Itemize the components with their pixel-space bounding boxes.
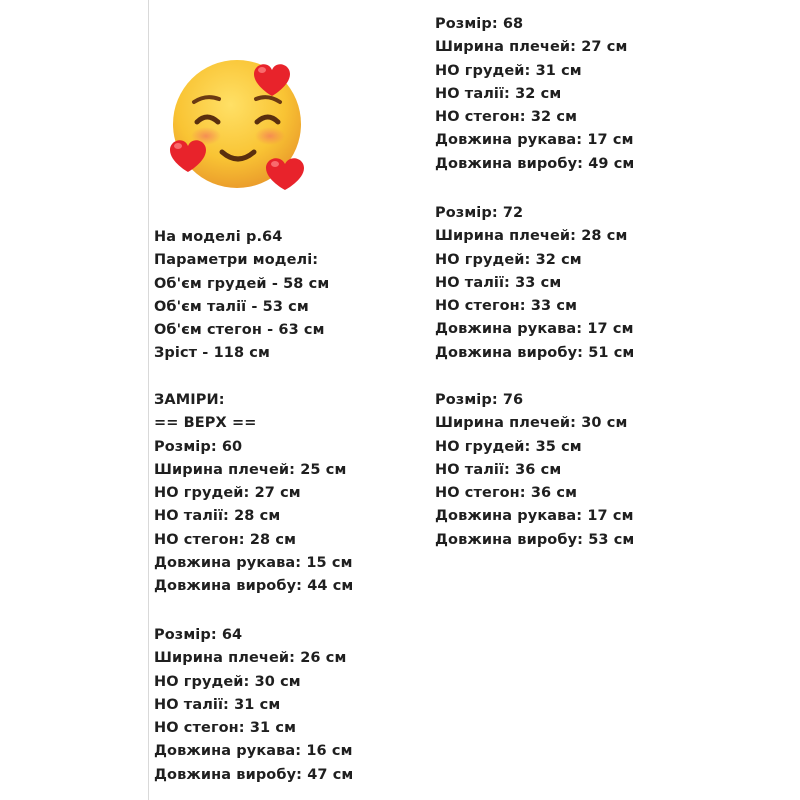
measurements-size-68: [435, 13, 634, 176]
waist: НО талії: 36 см: [435, 461, 562, 478]
shoulder-width: Ширина плечей: 27 см: [435, 39, 628, 56]
waist: НО талії: 32 см: [435, 85, 562, 102]
model-info-line: Зріст - 118 см: [154, 345, 270, 362]
waist: НО талії: 31 см: [154, 696, 281, 713]
chest: НО грудей: 27 см: [154, 485, 301, 502]
shoulder-width: Ширина плечей: 25 см: [154, 461, 347, 478]
size-label: Розмір: 68: [435, 16, 524, 32]
measurements-size-76: [435, 389, 634, 552]
waist: НО талії: 33 см: [435, 274, 562, 291]
garment-length: Довжина виробу: 51 см: [435, 344, 635, 361]
measurements-size-60: [154, 389, 353, 599]
shoulder-width: Ширина плечей: 26 см: [154, 650, 347, 667]
section-label: == ВЕРХ ==: [154, 415, 257, 432]
model-info-line: Об'єм грудей - 58 см: [154, 275, 330, 292]
hips: НО стегон: 28 см: [154, 531, 297, 548]
measurements-size-72: [435, 202, 634, 365]
model-info-line: Об'єм талії - 53 см: [154, 298, 309, 315]
chest: НО грудей: 30 см: [154, 673, 301, 690]
shoulder-width: Ширина плечей: 28 см: [435, 228, 628, 245]
hips: НО стегон: 33 см: [435, 298, 578, 315]
garment-length: Довжина виробу: 47 см: [154, 766, 354, 783]
size-label: Розмір: 72: [435, 205, 524, 221]
left-edge-divider: [148, 0, 149, 800]
shoulder-width: Ширина плечей: 30 см: [435, 415, 628, 432]
garment-length: Довжина виробу: 49 см: [435, 155, 635, 172]
hips: НО стегон: 32 см: [435, 109, 578, 126]
chest: НО грудей: 32 см: [435, 251, 582, 268]
sleeve-length: Довжина рукава: 15 см: [154, 555, 353, 572]
size-label: Розмір: 76: [435, 392, 524, 408]
garment-length: Довжина виробу: 44 см: [154, 578, 354, 595]
sleeve-length: Довжина рукава: 16 см: [154, 743, 353, 760]
measurements-heading: ЗАМІРИ:: [154, 392, 225, 408]
size-label: Розмір: 64: [154, 627, 243, 643]
chest: НО грудей: 31 см: [435, 62, 582, 79]
model-info: [154, 226, 329, 366]
model-info-line: Об'єм стегон - 63 см: [154, 322, 325, 339]
hips: НО стегон: 36 см: [435, 485, 578, 502]
sleeve-length: Довжина рукава: 17 см: [435, 321, 634, 338]
smiling-face-with-hearts-icon: [164, 52, 314, 192]
hips: НО стегон: 31 см: [154, 720, 297, 737]
sleeve-length: Довжина рукава: 17 см: [435, 132, 634, 149]
model-info-line: Параметри моделі:: [154, 252, 319, 269]
garment-length: Довжина виробу: 53 см: [435, 531, 635, 548]
waist: НО талії: 28 см: [154, 508, 281, 525]
chest: НО грудей: 35 см: [435, 438, 582, 455]
measurements-size-64: [154, 624, 353, 787]
size-label: Розмір: 60: [154, 438, 243, 455]
sleeve-length: Довжина рукава: 17 см: [435, 508, 634, 525]
model-info-line: На моделі р.64: [154, 229, 283, 245]
